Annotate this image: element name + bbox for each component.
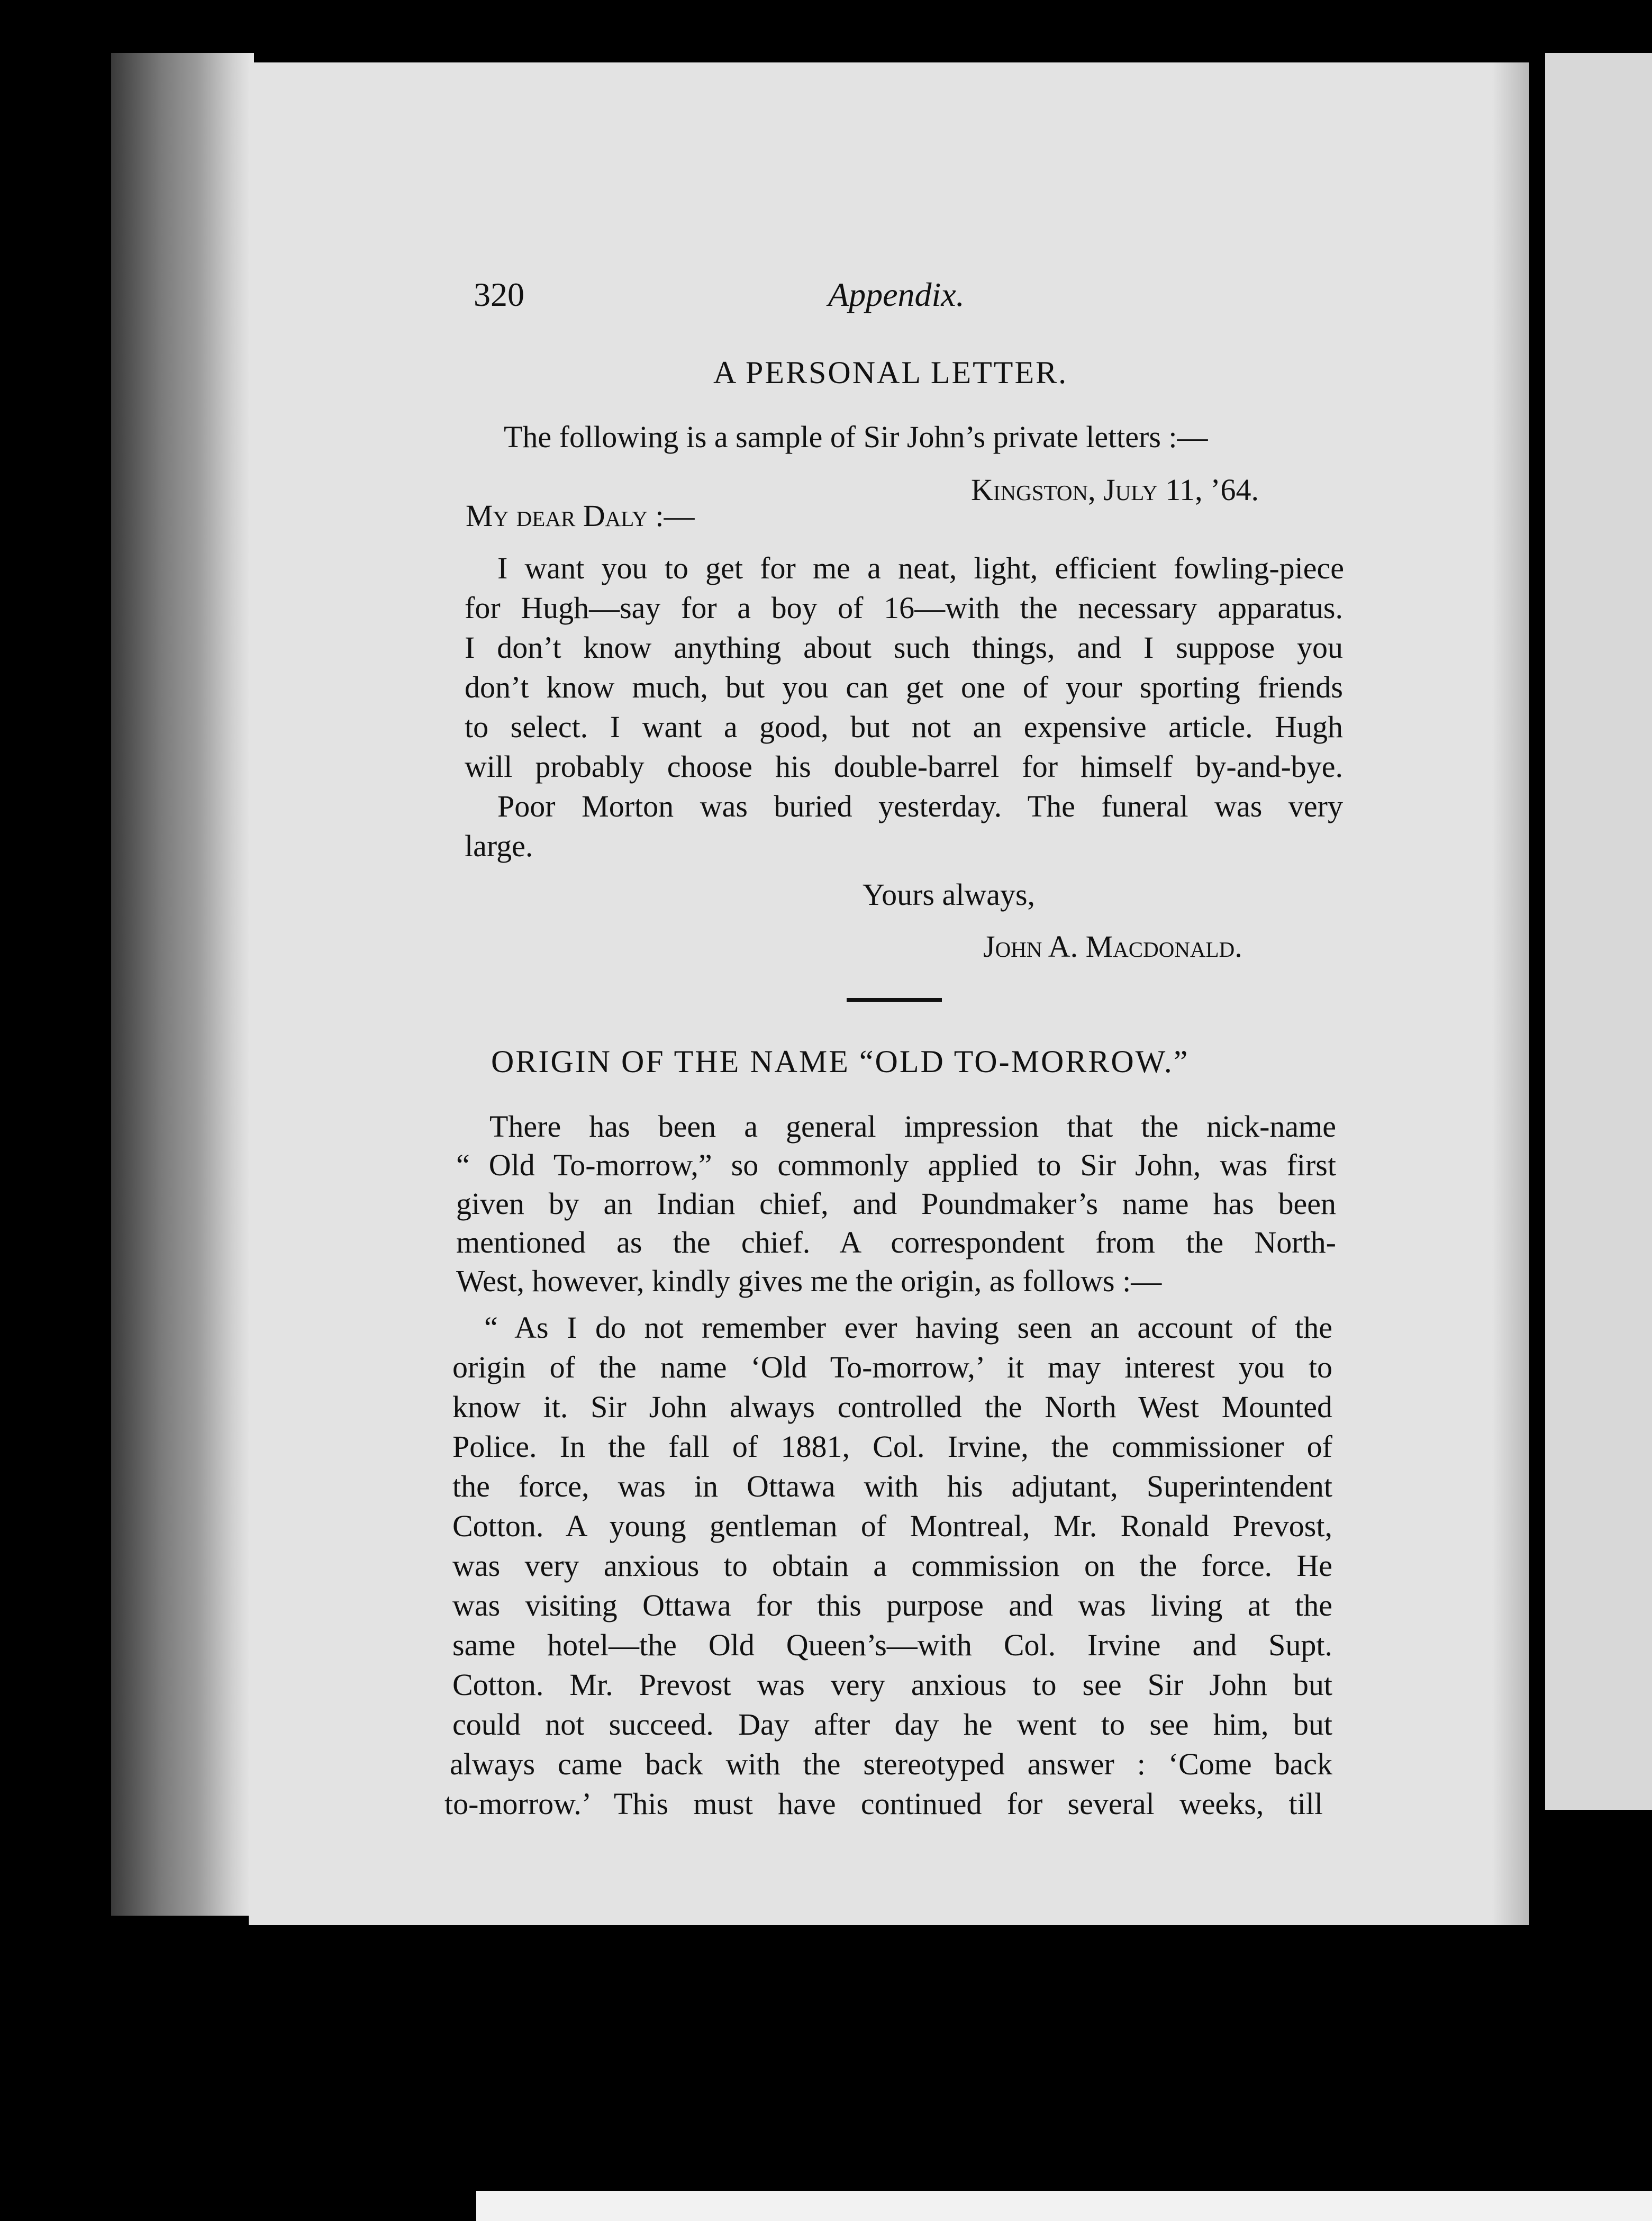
letter-line: will probably choose his double-barrel for himself by-and-bye. bbox=[465, 749, 1343, 784]
section-divider-rule bbox=[847, 998, 942, 1002]
letter-closing: Yours always, bbox=[863, 877, 1036, 912]
body-line: was very anxious to obtain a commission on the force. He bbox=[452, 1548, 1332, 1583]
body-line: “ As I do not remember ever having seen an account of the bbox=[484, 1310, 1332, 1345]
letter-line: large. bbox=[465, 829, 533, 863]
page-gutter-shadow bbox=[1492, 62, 1529, 1925]
body-line: could not succeed. Day after day he went to see him, but bbox=[452, 1707, 1332, 1742]
scan-bottom-strip bbox=[476, 2191, 1652, 2221]
letter-signature: John A. Macdonald. bbox=[983, 929, 1242, 964]
body-line: given by an Indian chief, and Poundmaker’s name has been bbox=[456, 1186, 1336, 1221]
section-heading-personal-letter: A PERSONAL LETTER. bbox=[713, 355, 1068, 390]
body-line: always came back with the stereotyped answer : ‘Come back bbox=[450, 1747, 1332, 1781]
letter-salutation: My dear Daly :— bbox=[466, 498, 695, 533]
facing-page-edge bbox=[1545, 53, 1652, 1810]
body-line: Police. In the fall of 1881, Col. Irvine, the commissioner of bbox=[452, 1429, 1332, 1464]
body-line: West, however, kindly gives me the origin, as follows :— bbox=[456, 1264, 1162, 1298]
letter-intro: The following is a sample of Sir John’s private letters :— bbox=[504, 420, 1208, 454]
body-line: Cotton. A young gentleman of Montreal, Mr. Ronald Prevost, bbox=[452, 1509, 1332, 1543]
section-heading-old-tomorrow: ORIGIN OF THE NAME “OLD TO-MORROW.” bbox=[491, 1044, 1190, 1079]
letter-place-date: Kingston, July 11, ’64. bbox=[971, 473, 1259, 507]
letter-line: Poor Morton was buried yesterday. The funeral was very bbox=[497, 789, 1343, 823]
body-line: know it. Sir John always controlled the North West Mounted bbox=[452, 1390, 1332, 1424]
body-line: same hotel—the Old Queen’s—with Col. Irvine and Supt. bbox=[452, 1628, 1332, 1662]
letter-line: to select. I want a good, but not an expensive article. Hugh bbox=[465, 710, 1343, 744]
body-line: was visiting Ottawa for this purpose and was living at the bbox=[452, 1588, 1332, 1622]
body-line: “ Old To-morrow,” so commonly applied to Sir John, was first bbox=[456, 1148, 1336, 1182]
letter-line: don’t know much, but you can get one of your sporting friends bbox=[465, 670, 1343, 704]
letter-line: I want you to get for me a neat, light, efficient fowling-piece bbox=[497, 551, 1344, 585]
body-line: origin of the name ‘Old To-morrow,’ it may interest you to bbox=[452, 1350, 1332, 1384]
letter-line: I don’t know anything about such things, and I suppose you bbox=[465, 630, 1343, 665]
letter-line: for Hugh—say for a boy of 16—with the necessary apparatus. bbox=[465, 591, 1343, 625]
body-line: There has been a general impression that the nick-name bbox=[489, 1109, 1336, 1144]
running-head-title: Appendix. bbox=[828, 276, 965, 313]
body-line: mentioned as the chief. A correspondent from the North- bbox=[456, 1225, 1336, 1259]
body-line: the force, was in Ottawa with his adjutant, Superintendent bbox=[452, 1469, 1332, 1503]
page-number: 320 bbox=[474, 276, 524, 313]
book-page-edges bbox=[111, 53, 254, 1916]
body-line: Cotton. Mr. Prevost was very anxious to see Sir John but bbox=[452, 1667, 1332, 1702]
body-line: to-morrow.’ This must have continued for several weeks, till bbox=[444, 1787, 1323, 1821]
